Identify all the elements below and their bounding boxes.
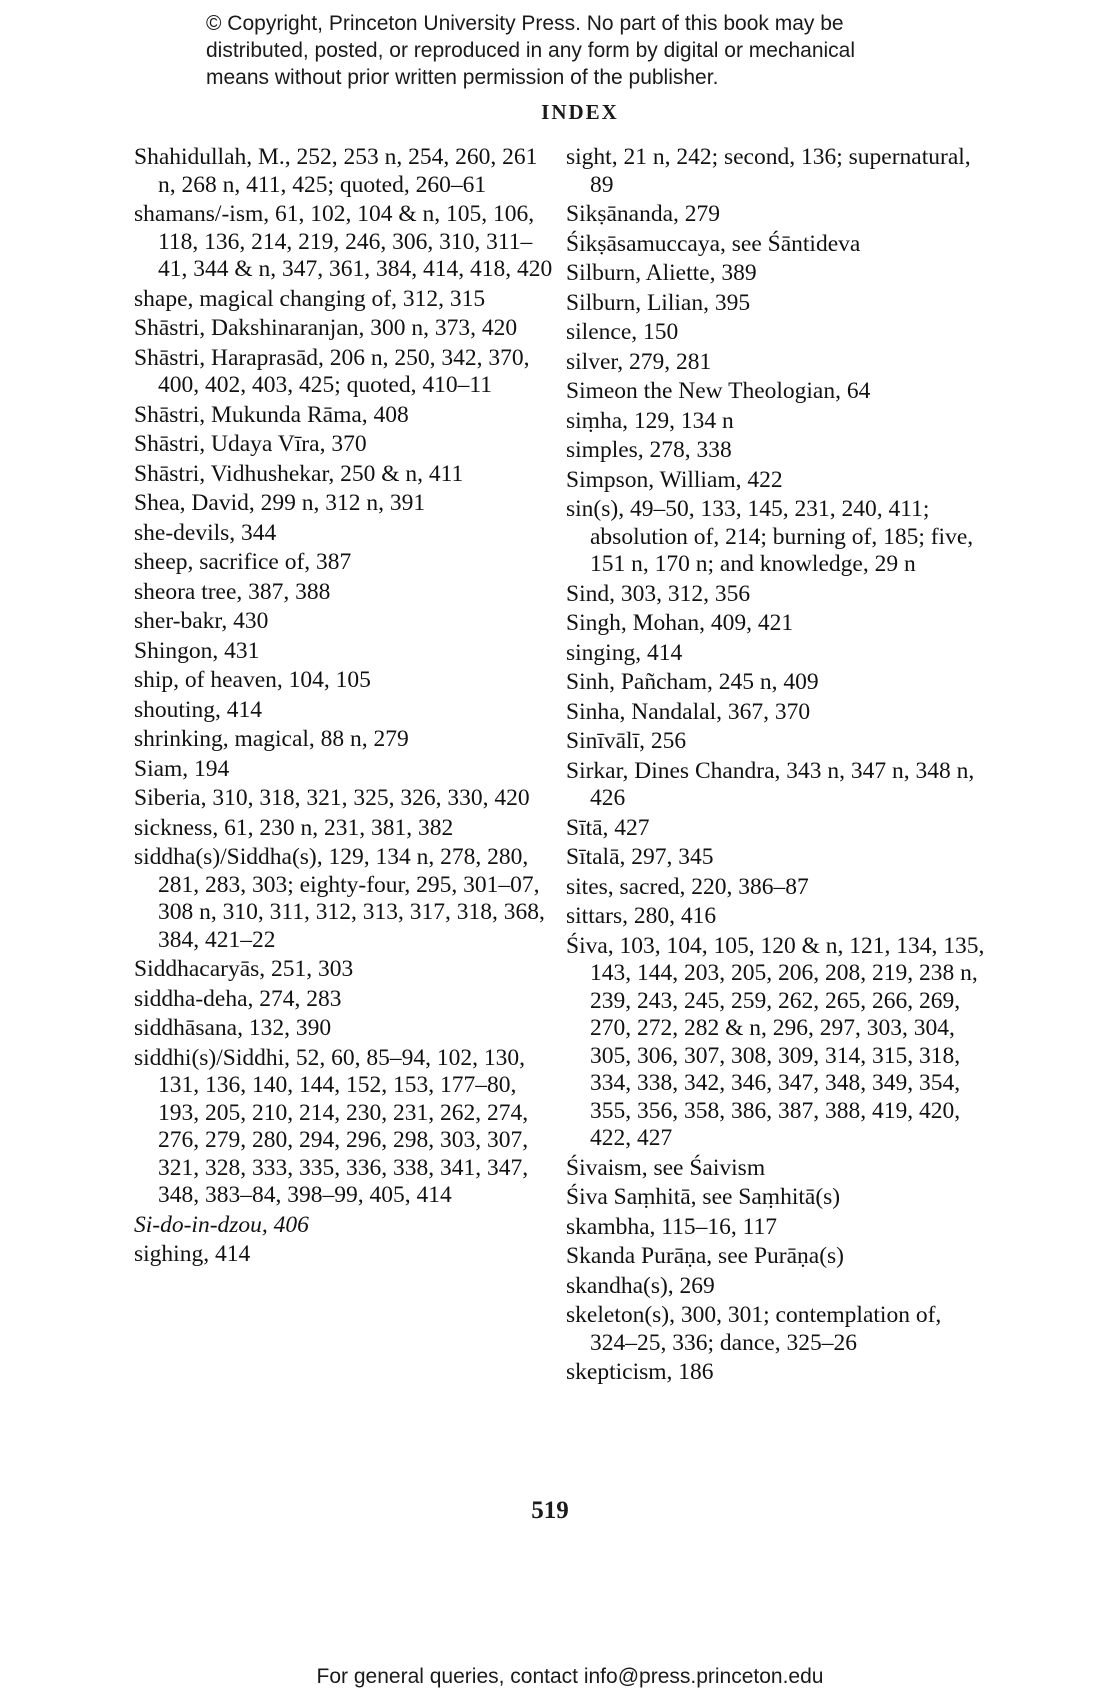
index-entry: Sītalā, 297, 345 xyxy=(566,844,714,870)
index-entry: silver, 279, 281 xyxy=(566,348,712,375)
copyright-line: © Copyright, Princeton University Press. No part of this book may be xyxy=(206,12,844,35)
index-entry: Śiva Saṃhitā, see Saṃhitā(s) xyxy=(566,1184,841,1210)
index-entry: Shāstri, Udaya Vīra, 370 xyxy=(134,431,367,457)
index-entry: sighing, 414 xyxy=(134,1241,251,1267)
index-entry: shouting, 414 xyxy=(134,696,262,723)
index-entry: Śiva, 103, 104, 105, 120 & n, 121, 134, 135, 143, 144, 203, 205, 206, 208, 219, 238 n, 239, 243, 245, 259, 262, 265, 266, 269, 270, 272, 282 & n, 296, 297, 303, 304, 305, 306, 307, 308, 309, 314, 315, 318, 334, 338, 342, 346, 347, 348, 349, 354, 355, 356, 358, 386, 387, 388, 419, 420, 422, 427 xyxy=(566,932,991,1151)
index-entry: siṃha, 129, 134 n xyxy=(566,407,734,434)
index-entry: Simpson, William, 422 xyxy=(566,466,783,493)
index-entry: siddha(s)/Siddha(s), 129, 134 n, 278, 280, 281, 283, 303; eighty-four, 295, 301–07, 308 n, 310, 311, 312, 313, 317, 318, 368, 384, 421–22 xyxy=(134,844,551,953)
index-entry: singing, 414 xyxy=(566,639,683,666)
index-entry: silence, 150 xyxy=(566,319,679,345)
footer-contact: For general queries, contact info@press.princeton.edu xyxy=(316,1665,824,1688)
index-entry: skepticism, 186 xyxy=(566,1359,714,1385)
index-entry: shamans/-ism, 61, 102, 104 & n, 105, 106, 118, 136, 214, 219, 246, 306, 310, 311–41, 344 & n, 347, 361, 384, 414, 418, 420 xyxy=(134,201,553,282)
index-entry: Shāstri, Dakshinaranjan, 300 n, 373, 420 xyxy=(134,315,518,341)
index-entry: Sinīvālī, 256 xyxy=(566,728,687,754)
index-entry: she-devils, 344 xyxy=(134,519,277,546)
index-entry: Shāstri, Vidhushekar, 250 & n, 411 xyxy=(134,460,464,487)
index-entry: Sītā, 427 xyxy=(566,814,650,841)
index-entry: skandha(s), 269 xyxy=(566,1272,715,1299)
index-entry: Skanda Purāṇa, see Purāṇa(s) xyxy=(566,1243,844,1269)
index-entry: Sinha, Nandalal, 367, 370 xyxy=(566,698,811,725)
index-entry: Shingon, 431 xyxy=(134,637,260,664)
copyright-notice xyxy=(206,10,966,91)
index-entry: Shea, David, 299 n, 312 n, 391 xyxy=(134,490,426,516)
index-entry: Si-do-in-dzou, 406 xyxy=(134,1211,309,1238)
index-entry: siddhi(s)/Siddhi, 52, 60, 85–94, 102, 130, 131, 136, 140, 144, 152, 153, 177–80, 193, 205, 210, 214, 230, 231, 262, 274, 276, 279, 280, 294, 296, 298, 303, 307, 321, 328, 333, 335, 336, 338, 341, 347, 348, 383–84, 398–99, 405, 414 xyxy=(134,1044,534,1208)
index-entry: Siam, 194 xyxy=(134,755,230,782)
index-entry: sittars, 280, 416 xyxy=(566,903,717,929)
index-entry: ship, of heaven, 104, 105 xyxy=(134,667,371,693)
index-entry: siddha-deha, 274, 283 xyxy=(134,985,342,1012)
index-entry: Śikṣāsamuccaya, see Śāntideva xyxy=(566,230,861,257)
index-entry: Silburn, Lilian, 395 xyxy=(566,289,751,316)
index-entry: Śivaism, see Śaivism xyxy=(566,1154,766,1181)
index-column-left xyxy=(134,144,554,1271)
index-entry: siddhāsana, 132, 390 xyxy=(134,1015,332,1041)
index-entry: Shahidullah, M., 252, 253 n, 254, 260, 261 n, 268 n, 411, 425; quoted, 260–61 xyxy=(134,144,544,198)
index-entry: sheep, sacrifice of, 387 xyxy=(134,549,352,575)
index-entry: Sinh, Pañcham, 245 n, 409 xyxy=(566,669,819,695)
page-heading: INDEX xyxy=(541,100,619,124)
index-entry: Sirkar, Dines Chandra, 343 n, 347 n, 348 n, 426 xyxy=(566,757,981,811)
index-entry: sites, sacred, 220, 386–87 xyxy=(566,873,809,900)
copyright-line: means without prior written permission of the publisher. xyxy=(206,66,719,89)
index-entry: sheora tree, 387, 388 xyxy=(134,578,331,605)
index-entry: Shāstri, Haraprasād, 206 n, 250, 342, 370, 400, 402, 403, 425; quoted, 410–11 xyxy=(134,344,536,398)
index-column-right xyxy=(566,144,991,1389)
index-entry: Siddhacaryās, 251, 303 xyxy=(134,956,354,982)
index-entry: Simeon the New Theologian, 64 xyxy=(566,378,871,404)
index-entry: simples, 278, 338 xyxy=(566,437,732,463)
index-entry: Sikṣānanda, 279 xyxy=(566,201,721,227)
index-entry: sher-bakr, 430 xyxy=(134,608,269,634)
index-entry: shape, magical changing of, 312, 315 xyxy=(134,285,486,312)
index-entry: Shāstri, Mukunda Rāma, 408 xyxy=(134,401,409,428)
index-entry: sin(s), 49–50, 133, 145, 231, 240, 411; absolution of, 214; burning of, 185; five, 151 n, 170 n; and knowledge, 29 n xyxy=(566,496,980,577)
index-entry: skeleton(s), 300, 301; contemplation of, 324–25, 336; dance, 325–26 xyxy=(566,1302,948,1356)
index-entry: Silburn, Aliette, 389 xyxy=(566,260,757,286)
index-entry: sight, 21 n, 242; second, 136; supernatural, 89 xyxy=(566,144,977,198)
page-number: 519 xyxy=(531,1497,569,1524)
index-entry: Sind, 303, 312, 356 xyxy=(566,580,751,607)
copyright-line: distributed, posted, or reproduced in any form by digital or mechanical xyxy=(206,39,856,62)
index-entry: Singh, Mohan, 409, 421 xyxy=(566,610,794,636)
index-entry: Siberia, 310, 318, 321, 325, 326, 330, 420 xyxy=(134,785,530,811)
index-entry: skambha, 115–16, 117 xyxy=(566,1213,778,1240)
index-entry: shrinking, magical, 88 n, 279 xyxy=(134,726,409,752)
index-entry: sickness, 61, 230 n, 231, 381, 382 xyxy=(134,814,454,841)
